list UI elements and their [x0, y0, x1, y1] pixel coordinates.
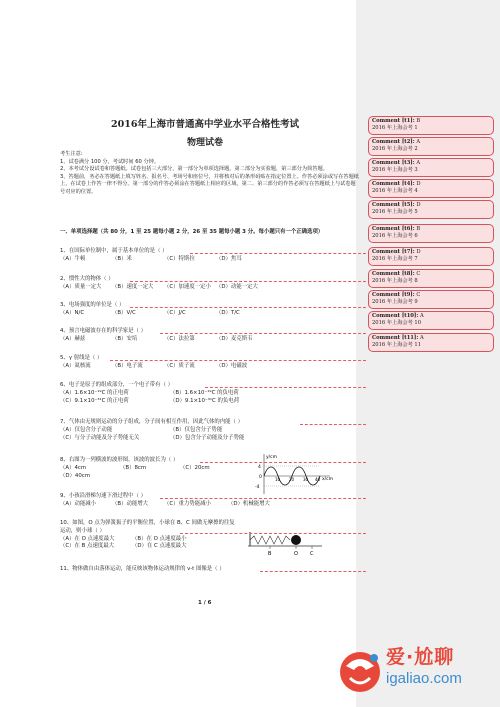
comment-balloon[interactable]	[368, 290, 494, 309]
comment-connector	[160, 498, 366, 499]
comment-title: Comment [t10]:	[372, 313, 419, 319]
note-line: 2、本考试分设试卷和答题纸。试卷包括三大部分，第一部分为单项选择题，第二部分为实验题，第三部分为简答题。	[60, 166, 328, 173]
comment-answer: A	[419, 335, 424, 341]
option-a[interactable]: （A）动能减小	[60, 500, 97, 507]
notes-heading: 考生注意:	[60, 151, 83, 157]
wave-x-tick: 20	[289, 477, 295, 482]
option-b[interactable]: （B）安培	[112, 335, 138, 342]
paper-area	[22, 0, 360, 707]
question-stem: 8、右图为一列横波的波形图，该波的波长为（ ）	[60, 457, 179, 463]
option-c[interactable]: （C）在 B 点速度最大	[60, 543, 115, 550]
note-line: 3、答题前，务必在答题纸上填写姓名、报名号、考场号和座位号，并将核对后的条形码贴在指定位置上。作答必须涂或写在答题纸上，在试卷上作答一律不得分。第一部分的作答必须涂在答题纸上相应的区域，第二、第三部分的作答必须写在答题纸上与试卷题号对应的位置。	[60, 173, 359, 195]
comment-connector	[205, 387, 366, 388]
comment-margin-panel	[356, 0, 500, 707]
comment-title: Comment [t6]:	[372, 226, 415, 232]
comment-connector	[130, 307, 366, 308]
comment-title: Comment [t7]:	[372, 249, 415, 255]
question-options	[60, 284, 360, 292]
question-stem: 3、电场强度的单位是（ ）	[60, 302, 125, 308]
section-heading: 一、单项选择题（共 80 分，1 至 25 题每小题 2 分，26 至 35 题每小题 3 分。每小题只有一个正确选项）	[60, 229, 324, 235]
comment-title: Comment [t11]:	[372, 335, 419, 341]
question-11	[60, 566, 360, 574]
comment-answer: B	[416, 118, 421, 124]
spring-label-b: B	[268, 551, 272, 556]
option-b[interactable]: （B）在 O 点速度最小	[132, 535, 187, 542]
comment-balloon[interactable]	[368, 116, 494, 135]
comment-balloon[interactable]	[368, 311, 494, 330]
option-c[interactable]: （C）J/C	[164, 309, 186, 316]
comment-connector	[180, 533, 366, 534]
wave-y-tick: -4	[255, 485, 260, 490]
option-b[interactable]: （B）米	[112, 255, 132, 262]
question-3	[60, 302, 360, 318]
question-options	[60, 256, 360, 264]
page-number: 1 / 6	[198, 600, 212, 606]
option-b[interactable]: （B）动能增大	[112, 500, 149, 507]
question-8	[60, 457, 250, 480]
comment-source: 2016 年上海会考 6	[372, 233, 418, 239]
question-stem: 2、惯性大的物体（ ）	[60, 276, 114, 282]
option-c[interactable]: （C）加速度一定小	[164, 283, 211, 290]
question-stem: 11、物体做自由落体运动，能反映该物体运动规律的 v-t 图像是（ ）	[60, 566, 225, 572]
note-line: 1、试卷满分 100 分，考试时间 60 分钟。	[60, 158, 160, 165]
question-10	[60, 520, 240, 551]
comment-source: 2016 年上海会考 4	[372, 188, 418, 194]
question-stem: 6、电子是原子的组成部分，一个电子带有（ ）	[60, 382, 173, 388]
comment-connector	[260, 571, 366, 572]
comment-source: 2016 年上海会考 7	[372, 256, 418, 262]
option-b[interactable]: （B）V/C	[112, 309, 136, 316]
spring-label-c: C	[310, 551, 314, 556]
option-d[interactable]: （D）在 C 点速度最大	[132, 543, 187, 550]
comment-answer: D	[416, 181, 421, 187]
option-c[interactable]: （C）与分子动能及分子势能无关	[60, 434, 140, 441]
comment-source: 2016 年上海会考 5	[372, 209, 418, 215]
page-title: 2016年上海市普通高中学业水平合格性考试	[111, 119, 299, 130]
question-2	[60, 276, 360, 292]
option-d[interactable]: （D）T/C	[216, 309, 240, 316]
option-d[interactable]: （D）40cm	[60, 472, 91, 479]
option-b[interactable]: （B）速度一定大	[112, 283, 154, 290]
option-a[interactable]: （A）4cm	[60, 464, 87, 471]
option-d[interactable]: （D）机械能增大	[228, 500, 270, 507]
question-5	[60, 355, 360, 371]
option-c[interactable]: （C）20cm	[180, 464, 210, 471]
option-d[interactable]: （D）9.1×10⁻³¹C 的负电荷	[170, 397, 240, 404]
comment-answer: A	[419, 313, 424, 319]
question-stem: 9、小孩沿滑梯匀速下滑过程中（ ）	[60, 493, 147, 499]
question-7	[60, 419, 360, 442]
option-b[interactable]: （B）8cm	[120, 464, 147, 471]
comment-answer: C	[416, 271, 421, 277]
comment-connector	[190, 253, 366, 254]
comment-connector	[200, 462, 366, 463]
comment-title: Comment [t1]:	[372, 118, 415, 124]
comment-answer: B	[416, 226, 421, 232]
comment-connector	[300, 424, 366, 425]
option-a[interactable]: （A）N/C	[60, 309, 85, 316]
question-options	[60, 336, 360, 344]
question-4	[60, 328, 360, 344]
option-d[interactable]: （D）包含分子动能及分子势能	[170, 434, 245, 441]
option-b[interactable]: （B）电子流	[112, 362, 143, 369]
question-6	[60, 382, 360, 405]
question-options	[60, 390, 360, 406]
logo-text-cn: 爱·尬聊	[386, 646, 455, 668]
question-stem: 1、在国际单位制中，属于基本单位的是（ ）	[60, 248, 168, 254]
option-c[interactable]: （C）特斯拉	[164, 255, 195, 262]
comment-connector	[160, 333, 366, 334]
comment-title: Comment [t2]:	[372, 139, 415, 145]
comment-answer: A	[416, 139, 421, 145]
option-c[interactable]: （C）法拉第	[164, 335, 195, 342]
option-d[interactable]: （D）动能一定大	[216, 283, 258, 290]
comment-title: Comment [t5]:	[372, 202, 415, 208]
question-stem: 5、γ 射线是（ ）	[60, 355, 103, 361]
comment-balloon[interactable]	[368, 333, 494, 352]
option-a[interactable]: （A）牛顿	[60, 255, 86, 262]
comment-source: 2016 年上海会考 1	[372, 125, 418, 131]
option-b[interactable]: （B）1.6×10⁻¹⁹C 的负电荷	[170, 389, 239, 396]
comment-answer: A	[416, 160, 421, 166]
comment-answer: D	[416, 202, 421, 208]
page-subtitle: 物理试卷	[186, 138, 223, 148]
question-stem: 4、预言电磁波存在的科学家是（ ）	[60, 328, 147, 334]
option-c[interactable]: （C）重力势能减小	[164, 500, 211, 507]
comment-title: Comment [t9]:	[372, 292, 415, 298]
option-a[interactable]: （A）赫兹	[60, 335, 86, 342]
comment-title: Comment [t8]:	[372, 271, 415, 277]
question-options	[60, 363, 360, 371]
comment-balloon[interactable]	[368, 247, 494, 266]
option-d[interactable]: （D）电磁波	[216, 362, 248, 369]
comment-source: 2016 年上海会考 8	[372, 278, 418, 284]
option-c[interactable]: （C）9.1×10⁻³¹C 的正电荷	[60, 397, 129, 404]
option-b[interactable]: （B）仅包含分子势能	[170, 426, 223, 433]
comment-source: 2016 年上海会考 9	[372, 299, 418, 305]
comment-answer: C	[416, 292, 421, 298]
question-options	[60, 465, 250, 481]
wave-x-tick: 40	[315, 477, 321, 482]
question-options	[60, 427, 360, 443]
spring-label-o: O	[294, 551, 298, 556]
option-a[interactable]: （A）质量一定大	[60, 283, 102, 290]
option-c[interactable]: （C）质子流	[164, 362, 195, 369]
wave-y-unit: y/cm	[266, 455, 278, 460]
logo-text-en: igaliao.com	[386, 670, 462, 687]
question-stem: 7、气体由无规则运动的分子组成，分子间有相互作用，因此气体的内能（ ）	[60, 419, 244, 425]
comment-title: Comment [t3]:	[372, 160, 415, 166]
question-options	[60, 536, 240, 552]
comment-connector	[110, 360, 366, 361]
option-a[interactable]: （A）仅包含分子动能	[60, 426, 113, 433]
comment-balloon[interactable]	[368, 158, 494, 177]
comment-balloon[interactable]	[368, 200, 494, 219]
comment-source: 2016 年上海会考 2	[372, 146, 418, 152]
comment-source: 2016 年上海会考 10	[372, 320, 422, 326]
comment-answer: D	[416, 249, 421, 255]
comment-balloon[interactable]	[368, 179, 494, 198]
wave-figure	[254, 452, 334, 496]
comment-connector	[130, 281, 366, 282]
option-d[interactable]: （D）麦克斯韦	[216, 335, 253, 342]
wave-x-tick: 10	[275, 477, 281, 482]
comment-balloon[interactable]	[368, 224, 494, 243]
question-options	[60, 501, 360, 509]
option-a[interactable]: （A）在 O 点速度最大	[60, 535, 115, 542]
wave-x-tick: 30	[303, 477, 309, 482]
option-a[interactable]: （A）氦核流	[60, 362, 91, 369]
comment-source: 2016 年上海会考 3	[372, 167, 418, 173]
wave-y-tick: 4	[258, 465, 261, 470]
question-options	[60, 310, 360, 318]
question-stem: 10、如图，O 点为弹簧振子的平衡位置，小球在 B、C 间做无摩擦的往复运动，则小球（ ）	[60, 520, 235, 534]
comment-title: Comment [t4]:	[372, 181, 415, 187]
option-a[interactable]: （A）1.6×10⁻¹⁹C 的正电荷	[60, 389, 129, 396]
option-d[interactable]: （D）焦耳	[216, 255, 242, 262]
comment-source: 2016 年上海会考 11	[372, 342, 422, 348]
comment-balloon[interactable]	[368, 269, 494, 288]
wave-x-unit: x/cm	[322, 477, 334, 482]
comment-balloon[interactable]	[368, 137, 494, 156]
wave-y-tick: 0	[259, 475, 262, 480]
question-1	[60, 248, 360, 264]
exam-notes	[60, 151, 360, 197]
